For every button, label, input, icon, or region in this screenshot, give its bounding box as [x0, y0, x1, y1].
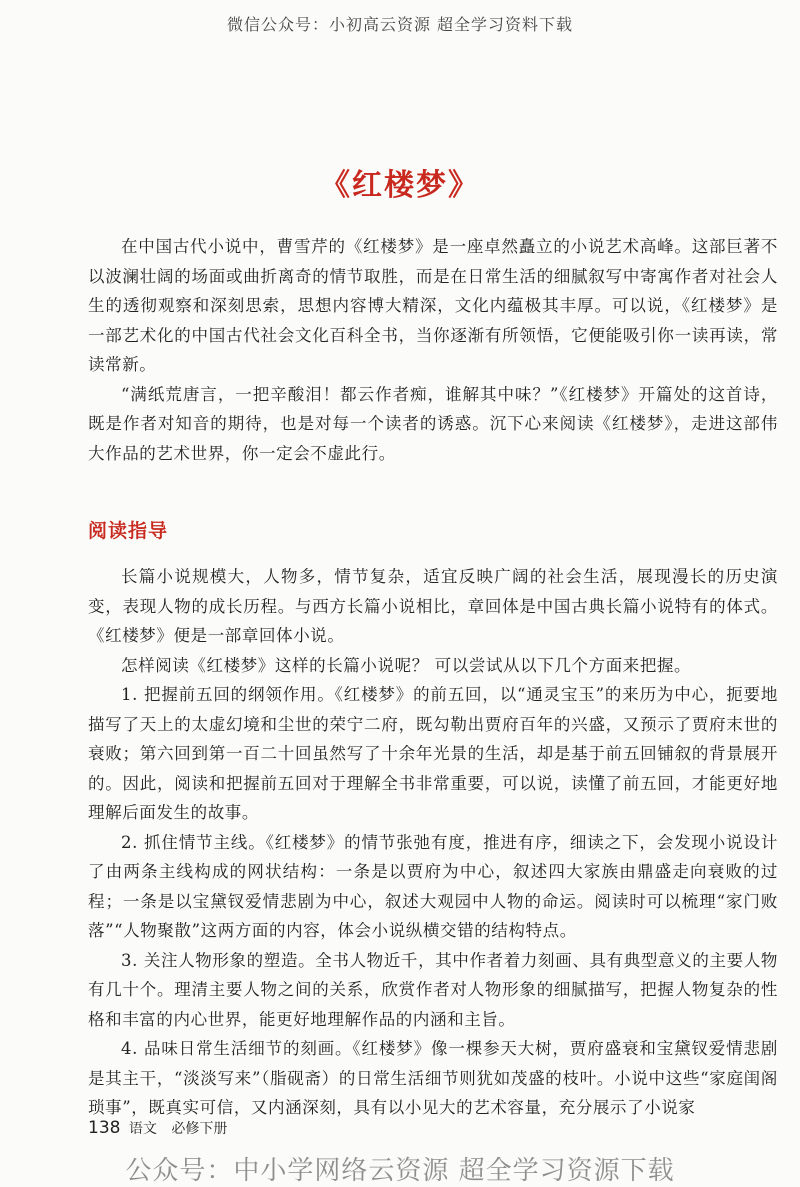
footer-book: 必修下册 — [171, 1121, 228, 1137]
page-footer — [88, 1118, 227, 1138]
header-banner: 微信公众号：小初高云资源 超全学习资料下载 — [226, 15, 574, 34]
guide-paragraph: 怎样阅读《红楼梦》这样的长篇小说呢？ 可以尝试从以下几个方面来把握。 — [121, 655, 692, 675]
watermark: 公众号：中小学网络云资源 超全学习资源下载 — [125, 1156, 675, 1186]
page-title: 《红楼梦》 — [320, 168, 480, 203]
intro-section — [88, 232, 778, 468]
intro-paragraph: “满纸荒唐言，一把辛酸泪！都云作者痴，谁解其中味？”《红楼梦》开篇处的这首诗，既是作者对知音的期待，也是对每一个读者的诱惑。沉下心来阅读《红楼梦》，走进这部伟大作品的艺术世界，你一定会不虚此行。 — [88, 384, 778, 463]
section-heading: 阅读指导 — [88, 520, 169, 542]
page-number: 138 — [88, 1118, 121, 1138]
intro-paragraph: 在中国古代小说中，曹雪芹的《红楼梦》是一座卓然矗立的小说艺术高峰。这部巨著不以波澜壮阔的场面或曲折离奇的情节取胜，而是在日常生活的细腻叙写中寄寓作者对社会人生的透彻观察和深刻思索，思想内容博大精深，文化内蕴极其丰厚。可以说，《红楼梦》是一部艺术化的中国古代社会文化百科全书，当你逐渐有所领悟，它便能吸引你一读再读，常读常新。 — [88, 237, 778, 374]
guide-paragraph: 4. 品味日常生活细节的刻画。《红楼梦》像一棵参天大树，贾府盛衰和宝黛钗爱情悲剧是其主干，“淡淡写来”（脂砚斋）的日常生活细节则犹如茂盛的枝叶。小说中这些“家庭闺阁琐事”，既真实可信，又内涵深刻，具有以小见大的艺术容量，充分展示了小说家 — [88, 1039, 778, 1117]
guide-paragraph: 长篇小说规模大，人物多，情节复杂，适宜反映广阔的社会生活，展现漫长的历史演变，表现人物的成长历程。与西方长篇小说相比，章回体是中国古典长篇小说特有的体式。《红楼梦》便是一部章回体小说。 — [88, 567, 778, 645]
guide-section — [88, 562, 778, 1123]
footer-subject: 语文 — [128, 1121, 157, 1137]
guide-paragraph: 3. 关注人物形象的塑造。全书人物近千，其中作者着力刻画、具有典型意义的主要人物有几十个。理清主要人物之间的关系，欣赏作者对人物形象的细腻描写，把握人物复杂的性格和丰富的内心世界，能更好地理解作品的内涵和主旨。 — [88, 950, 778, 1029]
guide-paragraph: 1. 把握前五回的纲领作用。《红楼梦》的前五回，以“通灵宝玉”的来历为中心，扼要地描写了天上的太虚幻境和尘世的荣宁二府，既勾勒出贾府百年的兴盛，又预示了贾府末世的衰败；第六回到第一百二十回虽然写了十余年光景的生活，却是基于前五回铺叙的背景展开的。因此，阅读和把握前五回对于理解全书非常重要，可以说，读懂了前五回，才能更好地理解后面发生的故事。 — [88, 685, 778, 822]
guide-paragraph: 2. 抓住情节主线。《红楼梦》的情节张弛有度，推进有序，细读之下，会发现小说设计了由两条主线构成的网状结构：一条是以贾府为中心，叙述四大家族由鼎盛走向衰败的过程；一条是以宝黛钗爱情悲剧为中心，叙述大观园中人物的命运。阅读时可以梳理“家门败落”“人物聚散”这两方面的内容，体会小说纵横交错的结构特点。 — [88, 832, 778, 940]
